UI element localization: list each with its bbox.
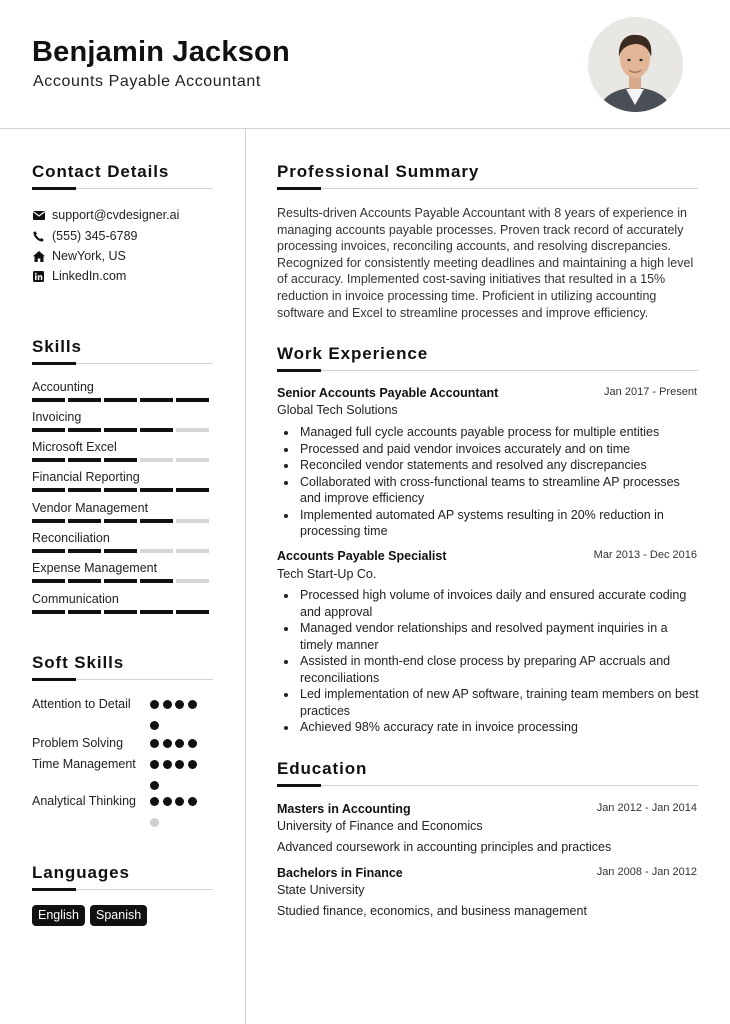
languages-section	[32, 863, 213, 890]
skills-section	[32, 337, 213, 364]
skill-name: Expense Management	[32, 561, 158, 575]
degree-title: Bachelors in Finance	[277, 866, 403, 880]
skill-bar-segment-filled	[104, 610, 137, 614]
level-dot-filled	[163, 760, 172, 769]
skill-bar-segment-filled	[104, 549, 137, 553]
skill-bar-segment-empty	[176, 458, 209, 462]
soft-skill-level-dots	[150, 700, 202, 742]
skill-name: Financial Reporting	[32, 470, 140, 484]
skill-item	[32, 440, 213, 462]
profile-photo	[588, 17, 683, 112]
skill-bar-segment-filled	[176, 488, 209, 492]
list-item: Achieved 98% accuracy rate in invoice processing	[300, 719, 700, 736]
skills-heading: Skills	[32, 337, 82, 356]
skill-level-bar	[32, 398, 213, 402]
skill-item	[32, 410, 213, 432]
contact-email[interactable]	[32, 208, 179, 222]
summary-heading: Professional Summary	[277, 162, 480, 181]
language-tag: Spanish	[90, 905, 147, 926]
skill-bar-segment-empty	[140, 458, 173, 462]
skill-bar-segment-filled	[32, 519, 65, 523]
section-underline	[277, 370, 698, 371]
skill-item	[32, 470, 213, 492]
skill-bar-segment-filled	[68, 579, 101, 583]
soft-skills-section	[32, 653, 213, 680]
level-dot-filled	[175, 797, 184, 806]
home-icon	[32, 250, 45, 262]
skill-item	[32, 380, 213, 402]
contact-location-text: NewYork, US	[52, 249, 126, 263]
experience-section	[277, 344, 698, 371]
list-item: Managed full cycle accounts payable process for multiple entities	[300, 424, 700, 441]
skill-bar-segment-filled	[104, 398, 137, 402]
skill-bar-segment-filled	[104, 488, 137, 492]
degree-date: Jan 2012 - Jan 2014	[596, 802, 697, 814]
column-divider	[245, 129, 246, 1024]
list-item: Implemented automated AP systems resulting in 20% reduction in processing time	[300, 507, 700, 540]
skill-bar-segment-filled	[140, 610, 173, 614]
level-dot-filled	[150, 797, 159, 806]
job-company: Global Tech Solutions	[277, 403, 398, 417]
language-tag: English	[32, 905, 85, 926]
summary-text: Results-driven Accounts Payable Accountant with 8 years of experience in managing accounts payable processes. Proven track record of accurately processing invoices, reconciling accounts, and resolving discrepancies. Recognized for consistently meeting deadlines and maintaining a high level of accuracy. Implemented cost-saving initiatives that resulted in a 15% reduction in invoice processing time. Proficient in utilizing accounting software and Excel to streamline processes and improve efficiency.	[277, 206, 694, 320]
level-dot-filled	[188, 797, 197, 806]
job-title: Senior Accounts Payable Accountant	[277, 386, 499, 400]
profile-photo-illustration	[588, 17, 683, 112]
skill-item	[32, 501, 213, 523]
skill-level-bar	[32, 458, 213, 462]
skill-bar-segment-filled	[176, 610, 209, 614]
list-item: Reconciled vendor statements and resolved any discrepancies	[300, 457, 700, 474]
degree-description: Advanced coursework in accounting principles and practices	[277, 840, 612, 854]
skill-bar-segment-filled	[68, 549, 101, 553]
level-dot-filled	[163, 797, 172, 806]
section-underline	[277, 188, 698, 189]
skill-level-bar	[32, 519, 213, 523]
skill-item	[32, 561, 213, 583]
job-title: Accounts Payable Specialist	[277, 549, 447, 563]
skill-level-bar	[32, 549, 213, 553]
skill-bar-segment-filled	[32, 610, 65, 614]
section-underline	[277, 785, 698, 786]
level-dot-filled	[163, 700, 172, 709]
degree-date: Jan 2008 - Jan 2012	[596, 866, 697, 878]
skill-bar-segment-filled	[32, 428, 65, 432]
level-dot-filled	[150, 700, 159, 709]
education-heading: Education	[277, 759, 368, 778]
skill-item	[32, 592, 213, 614]
job-company: Tech Start-Up Co.	[277, 567, 377, 581]
skill-bar-segment-filled	[140, 398, 173, 402]
skill-bar-segment-filled	[68, 488, 101, 492]
contact-linkedin-text: LinkedIn.com	[52, 269, 127, 283]
soft-skill-level-dots	[150, 760, 202, 802]
skill-name: Microsoft Excel	[32, 440, 117, 454]
envelope-icon	[32, 209, 45, 221]
skill-name: Invoicing	[32, 410, 82, 424]
soft-skill-name: Time Management	[32, 757, 136, 771]
soft-skill-name: Attention to Detail	[32, 697, 131, 711]
skill-bar-segment-filled	[68, 428, 101, 432]
skill-bar-segment-empty	[176, 579, 209, 583]
contact-heading: Contact Details	[32, 162, 170, 181]
degree-title: Masters in Accounting	[277, 802, 411, 816]
skill-level-bar	[32, 610, 213, 614]
soft-skills-heading: Soft Skills	[32, 653, 125, 672]
skill-bar-segment-filled	[68, 398, 101, 402]
skill-item	[32, 531, 213, 553]
skill-bar-segment-filled	[68, 610, 101, 614]
school-name: University of Finance and Economics	[277, 819, 483, 833]
school-name: State University	[277, 883, 365, 897]
skill-bar-segment-empty	[140, 549, 173, 553]
degree-description: Studied finance, economics, and business management	[277, 904, 587, 918]
contact-phone[interactable]	[32, 229, 137, 243]
contact-section	[32, 162, 213, 189]
contact-location	[32, 249, 126, 263]
skill-bar-segment-filled	[140, 579, 173, 583]
candidate-name: Benjamin Jackson	[32, 36, 290, 68]
skill-bar-segment-filled	[140, 519, 173, 523]
skill-name: Vendor Management	[32, 501, 149, 515]
level-dot-empty	[150, 818, 159, 827]
skill-bar-segment-filled	[104, 519, 137, 523]
skill-level-bar	[32, 579, 213, 583]
education-section	[277, 759, 698, 786]
skill-bar-segment-filled	[32, 579, 65, 583]
level-dot-filled	[175, 739, 184, 748]
skill-bar-segment-filled	[32, 549, 65, 553]
level-dot-filled	[188, 739, 197, 748]
skill-name: Accounting	[32, 380, 94, 394]
contact-linkedin[interactable]	[32, 269, 126, 283]
skill-bar-segment-empty	[176, 519, 209, 523]
job-bullets	[300, 587, 700, 736]
soft-skill-name: Analytical Thinking	[32, 794, 136, 808]
level-dot-filled	[150, 739, 159, 748]
resume-header	[0, 0, 730, 129]
skill-bar-segment-empty	[176, 428, 209, 432]
section-underline	[32, 188, 213, 189]
skill-bar-segment-filled	[32, 398, 65, 402]
skill-bar-segment-filled	[104, 458, 137, 462]
section-underline	[32, 889, 213, 890]
level-dot-filled	[175, 760, 184, 769]
contact-phone-text: (555) 345-6789	[52, 229, 138, 243]
job-bullets	[300, 424, 700, 540]
skill-bar-segment-filled	[68, 519, 101, 523]
list-item: Processed and paid vendor invoices accurately and on time	[300, 441, 700, 458]
phone-icon	[32, 230, 45, 242]
section-underline	[32, 363, 213, 364]
level-dot-filled	[175, 700, 184, 709]
skill-name: Reconciliation	[32, 531, 110, 545]
soft-skill-name: Problem Solving	[32, 736, 124, 750]
skill-bar-segment-filled	[32, 488, 65, 492]
skill-level-bar	[32, 428, 213, 432]
level-dot-filled	[188, 760, 197, 769]
skill-bar-segment-filled	[176, 398, 209, 402]
list-item: Processed high volume of invoices daily and ensured accurate coding and approval	[300, 587, 700, 620]
skill-bar-segment-filled	[104, 428, 137, 432]
list-item: Led implementation of new AP software, training team members on best practices	[300, 687, 699, 718]
summary-section	[277, 162, 698, 189]
skill-bar-segment-filled	[140, 428, 173, 432]
skill-bar-segment-empty	[176, 549, 209, 553]
soft-skill-level-dots	[150, 797, 202, 839]
list-item: Collaborated with cross-functional teams to streamline AP processes and improve efficiency	[300, 474, 700, 507]
skill-bar-segment-filled	[104, 579, 137, 583]
linkedin-icon	[32, 270, 45, 282]
level-dot-filled	[163, 739, 172, 748]
level-dot-filled	[150, 721, 159, 730]
skill-level-bar	[32, 488, 213, 492]
section-underline	[32, 679, 213, 680]
list-item: Assisted in month-end close process by preparing AP accruals and reconciliations	[300, 653, 700, 686]
job-date: Jan 2017 - Present	[604, 386, 697, 398]
skill-bar-segment-filled	[32, 458, 65, 462]
languages-heading: Languages	[32, 863, 130, 882]
experience-heading: Work Experience	[277, 344, 429, 363]
skill-name: Communication	[32, 592, 119, 606]
skill-bar-segment-filled	[68, 458, 101, 462]
level-dot-filled	[188, 700, 197, 709]
level-dot-filled	[150, 760, 159, 769]
level-dot-filled	[150, 781, 159, 790]
skill-bar-segment-filled	[140, 488, 173, 492]
contact-email-text: support@cvdesigner.ai	[52, 208, 180, 222]
candidate-title: Accounts Payable Accountant	[33, 73, 261, 90]
job-date: Mar 2013 - Dec 2016	[593, 549, 697, 561]
list-item: Managed vendor relationships and resolved payment inquiries in a timely manner	[300, 620, 700, 653]
